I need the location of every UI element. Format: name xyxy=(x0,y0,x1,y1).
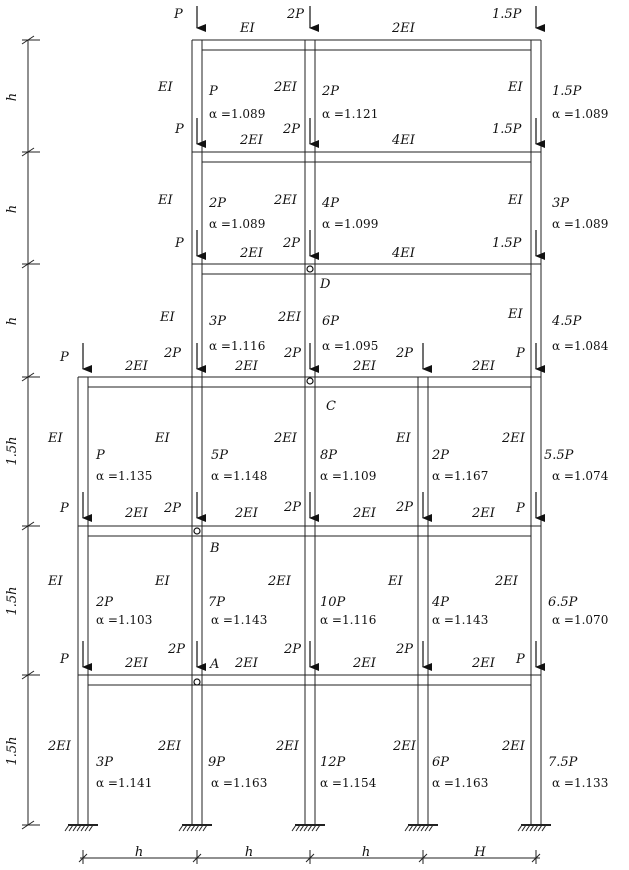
dimension-label-height: h xyxy=(5,204,20,214)
beam-stiffness-label: 2EI xyxy=(235,656,258,671)
node-label-C: C xyxy=(326,399,336,414)
beam-stiffness-label: 4EI xyxy=(392,133,415,148)
column-stiffness-label: 2EI xyxy=(502,431,525,446)
beam-stiffness-label: 2EI xyxy=(472,506,495,521)
beam-stiffness-label: 2EI xyxy=(472,656,495,671)
axial-force-label: 1.5P xyxy=(552,84,582,99)
load-label: P xyxy=(60,501,69,516)
load-label: 2P xyxy=(396,500,414,515)
hinge-A xyxy=(194,679,200,685)
alpha-value: α =1.109 xyxy=(320,469,377,483)
support-hatch xyxy=(179,825,183,831)
node-label-A: A xyxy=(210,657,220,672)
dimension-label-height: 1.5h xyxy=(5,736,20,766)
axial-force-label: 3P xyxy=(552,196,570,211)
load-label: 1.5P xyxy=(492,7,522,22)
beam-stiffness-label: EI xyxy=(240,21,255,36)
axial-force-label: 5P xyxy=(211,448,229,463)
load-label: 2P xyxy=(283,122,301,137)
axial-force-label: 2P xyxy=(432,448,450,463)
column-stiffness-label: EI xyxy=(508,80,523,95)
beam-stiffness-label: 2EI xyxy=(125,506,148,521)
column-stiffness-label: 2EI xyxy=(502,739,525,754)
node-label-D: D xyxy=(320,277,331,292)
support-hatch xyxy=(405,825,409,831)
hinge-B xyxy=(194,528,200,534)
beam-stiffness-label: 2EI xyxy=(353,656,376,671)
axial-force-label: 7P xyxy=(208,595,226,610)
load-label: P xyxy=(516,501,525,516)
load-label: 2P xyxy=(284,500,302,515)
column-stiffness-label: 2EI xyxy=(274,80,297,95)
alpha-value: α =1.089 xyxy=(209,107,266,121)
column-stiffness-label: 2EI xyxy=(495,574,518,589)
alpha-value: α =1.163 xyxy=(432,776,489,790)
load-label: P xyxy=(516,346,525,361)
column-stiffness-label: EI xyxy=(155,574,170,589)
axial-force-label: 12P xyxy=(320,755,346,770)
load-label: 2P xyxy=(284,346,302,361)
axial-force-label: 6P xyxy=(432,755,450,770)
column-stiffness-label: EI xyxy=(158,80,173,95)
column-stiffness-label: EI xyxy=(508,307,523,322)
load-label: 2P xyxy=(168,642,186,657)
column-stiffness-label: EI xyxy=(158,193,173,208)
axial-force-label: 6P xyxy=(322,314,340,329)
dimension-label-width: h xyxy=(361,845,371,860)
support-hatch xyxy=(65,825,69,831)
column-stiffness-label: EI xyxy=(160,310,175,325)
alpha-value: α =1.095 xyxy=(322,339,379,353)
load-label: 1.5P xyxy=(492,122,522,137)
column-stiffness-label: 2EI xyxy=(274,193,297,208)
axial-force-label: 2P xyxy=(96,595,114,610)
dimension-label-height: 1.5h xyxy=(5,436,20,466)
dimension-label-height: h xyxy=(5,92,20,102)
alpha-value: α =1.163 xyxy=(211,776,268,790)
beam-stiffness-label: 2EI xyxy=(353,506,376,521)
alpha-value: α =1.099 xyxy=(322,217,379,231)
hinge-D xyxy=(307,266,313,272)
load-label: P xyxy=(175,122,184,137)
column-stiffness-label: 2EI xyxy=(158,739,181,754)
alpha-value: α =1.148 xyxy=(211,469,268,483)
axial-force-label: 4P xyxy=(322,196,340,211)
load-label: 2P xyxy=(284,642,302,657)
alpha-value: α =1.167 xyxy=(432,469,489,483)
dimension-label-height: h xyxy=(5,316,20,326)
beam-stiffness-label: 2EI xyxy=(240,246,263,261)
beam-stiffness-label: 2EI xyxy=(392,21,415,36)
support-hatch xyxy=(518,825,522,831)
alpha-value: α =1.103 xyxy=(96,613,153,627)
alpha-value: α =1.154 xyxy=(320,776,377,790)
load-label: 2P xyxy=(396,346,414,361)
axial-force-label: 9P xyxy=(208,755,226,770)
alpha-value: α =1.070 xyxy=(552,613,609,627)
axial-force-label: 2P xyxy=(209,196,227,211)
column-stiffness-label: 2EI xyxy=(48,739,71,754)
beam-stiffness-label: 2EI xyxy=(472,359,495,374)
alpha-value: α =1.133 xyxy=(552,776,609,790)
load-label: 1.5P xyxy=(492,236,522,251)
column-stiffness-label: 2EI xyxy=(276,739,299,754)
load-label: P xyxy=(174,7,183,22)
beam-stiffness-label: 2EI xyxy=(235,506,258,521)
alpha-value: α =1.116 xyxy=(209,339,266,353)
dimension-label-width: h xyxy=(134,845,144,860)
axial-force-label: 5.5P xyxy=(544,448,574,463)
alpha-value: α =1.074 xyxy=(552,469,609,483)
load-label: P xyxy=(175,236,184,251)
alpha-value: α =1.089 xyxy=(209,217,266,231)
support-hatch xyxy=(292,825,296,831)
load-label: 2P xyxy=(287,7,305,22)
alpha-value: α =1.121 xyxy=(322,107,379,121)
column-stiffness-label: 2EI xyxy=(268,574,291,589)
column-stiffness-label: EI xyxy=(48,431,63,446)
hinge-C xyxy=(307,378,313,384)
column-stiffness-label: EI xyxy=(388,574,403,589)
column-stiffness-label: EI xyxy=(48,574,63,589)
column-stiffness-label: 2EI xyxy=(274,431,297,446)
column-stiffness-label: 2EI xyxy=(393,739,416,754)
axial-force-label: 7.5P xyxy=(548,755,578,770)
axial-force-label: 3P xyxy=(209,314,227,329)
beam-stiffness-label: 2EI xyxy=(125,359,148,374)
column-stiffness-label: 2EI xyxy=(278,310,301,325)
beam-stiffness-label: 2EI xyxy=(235,359,258,374)
axial-force-label: P xyxy=(209,84,218,99)
alpha-value: α =1.089 xyxy=(552,217,609,231)
alpha-value: α =1.141 xyxy=(96,776,153,790)
axial-force-label: 4.5P xyxy=(552,314,582,329)
alpha-value: α =1.116 xyxy=(320,613,377,627)
alpha-value: α =1.084 xyxy=(552,339,609,353)
load-label: P xyxy=(60,350,69,365)
alpha-value: α =1.135 xyxy=(96,469,153,483)
load-label: 2P xyxy=(164,501,182,516)
load-label: 2P xyxy=(396,642,414,657)
column-stiffness-label: EI xyxy=(155,431,170,446)
axial-force-label: 8P xyxy=(320,448,338,463)
axial-force-label: 4P xyxy=(432,595,450,610)
column-stiffness-label: EI xyxy=(508,193,523,208)
alpha-value: α =1.089 xyxy=(552,107,609,121)
axial-force-label: P xyxy=(96,448,105,463)
column-stiffness-label: EI xyxy=(396,431,411,446)
load-label: P xyxy=(516,652,525,667)
dimension-label-height: 1.5h xyxy=(5,586,20,616)
node-label-B: B xyxy=(210,541,220,556)
beam-stiffness-label: 2EI xyxy=(353,359,376,374)
beam-stiffness-label: 2EI xyxy=(125,656,148,671)
alpha-value: α =1.143 xyxy=(432,613,489,627)
axial-force-label: 2P xyxy=(322,84,340,99)
axial-force-label: 6.5P xyxy=(548,595,578,610)
load-label: 2P xyxy=(283,236,301,251)
load-label: P xyxy=(60,652,69,667)
axial-force-label: 10P xyxy=(320,595,346,610)
load-label: 2P xyxy=(164,346,182,361)
dimension-label-width: H xyxy=(474,845,486,860)
beam-stiffness-label: 4EI xyxy=(392,246,415,261)
dimension-label-width: h xyxy=(244,845,254,860)
beam-stiffness-label: 2EI xyxy=(240,133,263,148)
alpha-value: α =1.143 xyxy=(211,613,268,627)
axial-force-label: 3P xyxy=(96,755,114,770)
